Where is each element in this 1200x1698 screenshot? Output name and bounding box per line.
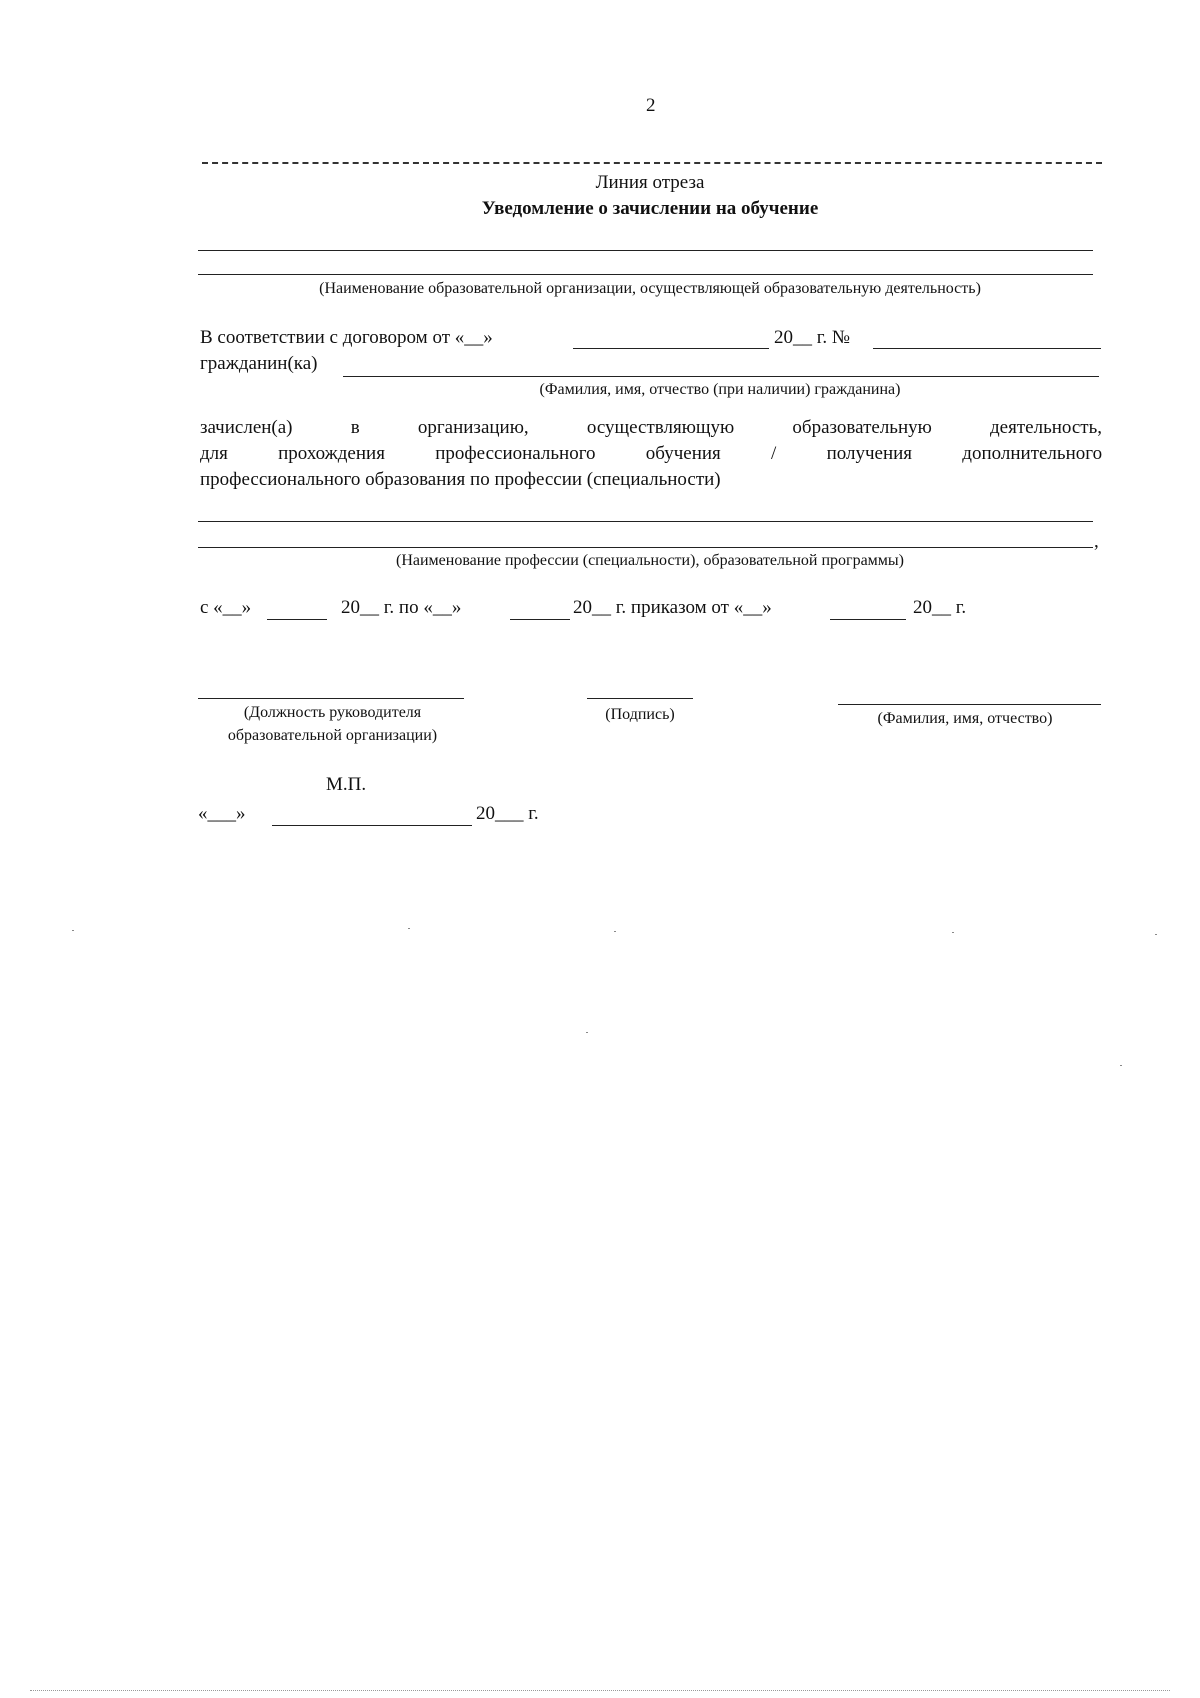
position-signature-line (198, 698, 464, 699)
enrollment-word: получения (826, 443, 913, 464)
contract-date-blank (573, 348, 769, 349)
enrollment-word: дополнительного (962, 443, 1103, 464)
scan-speck (72, 930, 74, 931)
document-title: Уведомление о зачислении на обучение (481, 198, 819, 219)
enrollment-word: обучения (645, 443, 721, 464)
scan-speck (1155, 934, 1157, 935)
profession-line-2 (198, 547, 1093, 548)
scan-speck (952, 932, 954, 933)
enrollment-line-3: профессионального образования по профессии (специальности) (200, 469, 721, 490)
page-number: 2 (646, 95, 656, 116)
position-caption-2: образовательной организации) (227, 727, 438, 744)
name-signature-line (838, 704, 1101, 705)
date-year: 20___ г. (476, 803, 539, 824)
date-quote: «___» (198, 803, 246, 824)
profession-comma: , (1094, 531, 1099, 552)
period-from: с «__» (200, 597, 252, 618)
citizen-caption: (Фамилия, имя, отчество (при наличии) гражданина) (539, 381, 901, 398)
scan-speck (408, 928, 410, 929)
period-year-1: 20__ г. по «__» (341, 597, 462, 618)
enrollment-word: профессионального (435, 443, 596, 464)
org-caption: (Наименование образовательной организации, осуществляющей образовательную деятельность) (319, 280, 981, 297)
enrollment-line-1 (200, 417, 1102, 439)
profession-line-1 (198, 521, 1093, 522)
enrollment-word: образовательную (792, 417, 932, 438)
enrollment-word: деятельность, (990, 417, 1103, 438)
contract-prefix: В соответствии с договором от «__» (200, 327, 493, 348)
org-name-line-1 (198, 250, 1093, 251)
enrollment-line-2 (200, 443, 1102, 465)
order-date-blank (830, 619, 906, 620)
signature-caption: (Подпись) (605, 706, 675, 723)
scan-speck (614, 931, 616, 932)
enrollment-word: прохождения (278, 443, 385, 464)
citizen-name-blank (343, 376, 1099, 377)
cut-line (202, 162, 1102, 164)
stamp-mark: М.П. (326, 774, 367, 795)
period-from-blank (267, 619, 327, 620)
period-to-blank (510, 619, 570, 620)
date-month-blank (272, 825, 472, 826)
period-year-3: 20__ г. (913, 597, 967, 618)
contract-year: 20__ г. № (774, 327, 851, 348)
org-name-line-2 (198, 274, 1093, 275)
enrollment-word: в (350, 417, 360, 438)
scan-edge-noise (30, 1690, 1170, 1691)
citizen-label: гражданин(ка) (200, 353, 318, 374)
signature-line (587, 698, 693, 699)
enrollment-word: зачислен(а) (200, 417, 293, 438)
position-caption-1: (Должность руководителя (243, 704, 422, 721)
enrollment-word: осуществляющую (586, 417, 735, 438)
name-caption: (Фамилия, имя, отчество) (877, 710, 1053, 727)
scan-speck (586, 1032, 588, 1033)
enrollment-word: / (771, 443, 777, 464)
cut-line-label: Линия отреза (595, 172, 705, 193)
enrollment-word: для (200, 443, 228, 464)
enrollment-word: организацию, (417, 417, 529, 438)
contract-number-blank (873, 348, 1101, 349)
scan-speck (1120, 1065, 1122, 1066)
period-year-2: 20__ г. приказом от «__» (573, 597, 772, 618)
profession-caption: (Наименование профессии (специальности), образовательной программы) (395, 552, 904, 569)
